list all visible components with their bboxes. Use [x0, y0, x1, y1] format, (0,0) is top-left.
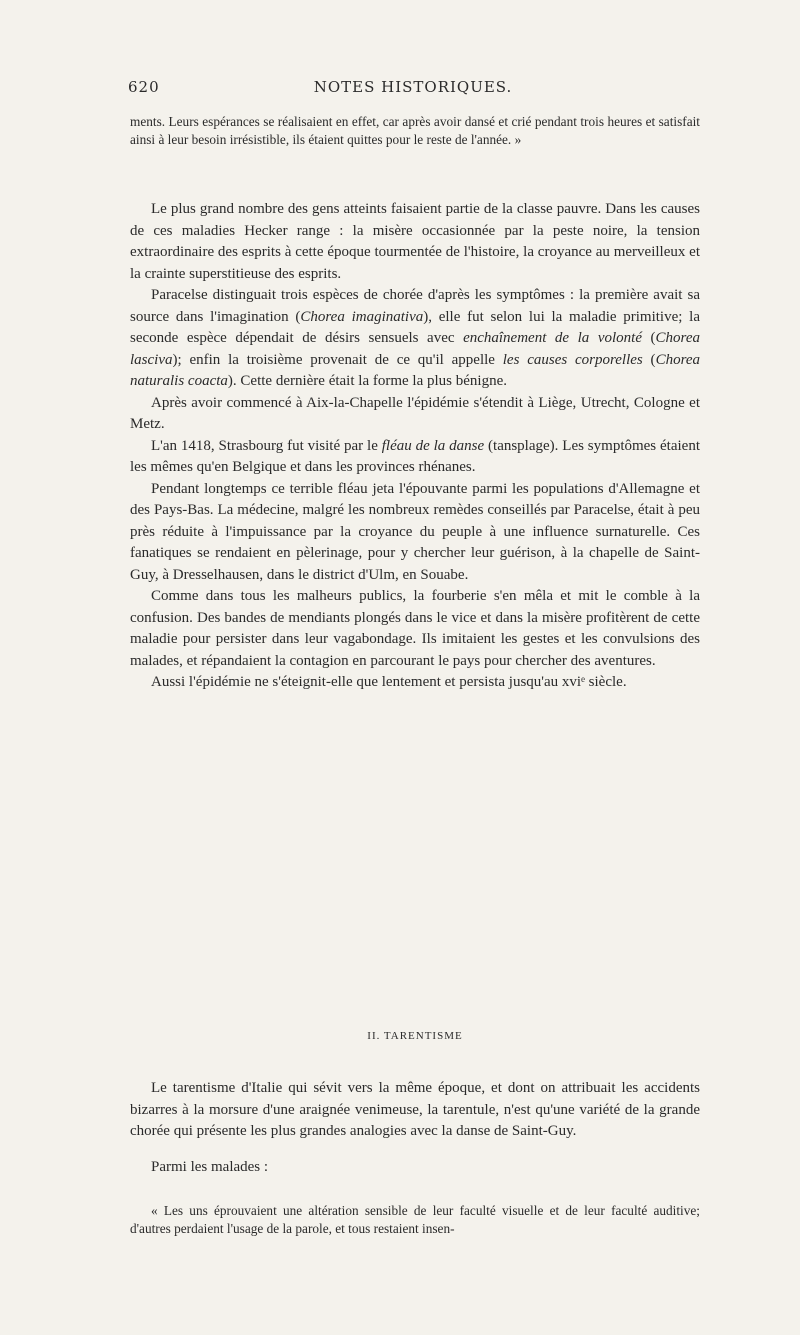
running-title: NOTES HISTORIQUES. [313, 78, 513, 96]
paragraph-fourberie: Comme dans tous les malheurs publics, la fourberie s'en mêla et mit le comble à la confusion. Des bandes de mendiants plongés dans le vice et dans la misère profitèrent de cette maladie pour persister dans leur vagabondage. Ils imitaient les gestes et les convulsions des malades, et répandaient la contagion en parcourant le pays pour chercher des aventures. [130, 588, 700, 669]
continuation-text [130, 113, 700, 148]
running-header [128, 78, 698, 98]
paragraph-spread: Après avoir commencé à Aix-la-Chapelle l'épidémie s'étendit à Liège, Utrecht, Cologne et Metz. [130, 394, 700, 432]
paragraph-tarentisme: Le tarentisme d'Italie qui sévit vers la même époque, et dont on attribuait les accidents bizarres à la morsure d'une araignée venimeuse, la tarentule, n'est qu'une variété de la grande chorée qui présente les plus grandes analogies avec la danse de Saint-Guy. [130, 1080, 700, 1139]
continuation-paragraph: ments. Leurs espérances se réalisaient en effet, car après avoir dansé et crié pendant trois heures et satisfait ainsi à leur besoin irrésistible, ils étaient quittes pour le reste de l'année. » [130, 114, 700, 147]
paragraph-malades: Parmi les malades : [151, 1158, 269, 1175]
page-number: 620 [128, 78, 160, 96]
paragraph-epouvante: Pendant longtemps ce terrible fléau jeta l'épouvante parmi les populations d'Allemagne et des Pays-Bas. La médecine, malgré les nombreux remèdes conseillés par Paracelse, était à peu près réduite à l'impuissance par la croyance du peuple à une influence surnaturelle. Ces fanatiques se rendaient en pèlerinage, pour y chercher leur guérison, à la chapelle de Saint-Guy, à Dresselhausen, dans le district d'Ulm, en Souabe. [130, 480, 700, 583]
main-text [130, 199, 700, 694]
paragraph-strasbourg: L'an 1418, Strasbourg fut visité par le fléau de la danse (tansplage). Les symptômes étaient les mêmes qu'en Belgique et dans les provinces rhénanes. [130, 437, 700, 475]
paragraph-causes: Le plus grand nombre des gens atteints faisaient partie de la classe pauvre. Dans les causes de ces maladies Hecker range : la misère occasionnée par la peste noire, la tension extraordinaire des esprits à cette époque tourmentée de l'histoire, la croyance au merveilleux et la crainte superstitieuse des esprits. [130, 201, 700, 282]
paragraph-paracelse: Paracelse distinguait trois espèces de chorée d'après les symptômes : la première avait sa source dans l'imagination (Chorea imaginativa), elle fut selon lui la maladie primitive; la seconde espèce dépendait de désirs sensuels avec enchaînement de la volonté (Chorea lasciva); enfin la troisième provenait de ce qu'il appelle les causes corporelles (Chorea naturalis coacta). Cette dernière était la forme la plus bénigne. [130, 287, 701, 389]
section-text [130, 1078, 700, 1178]
paragraph-conclusion: Aussi l'épidémie ne s'éteignit-elle que lentement et persista jusqu'au xviᵉ siècle. [151, 674, 627, 690]
section-heading: II. TARENTISME [367, 1030, 463, 1042]
quote-text [130, 1202, 700, 1237]
quote-paragraph: « Les uns éprouvaient une altération sensible de leur faculté visuelle et de leur faculté auditive; d'autres perdaient l'usage de la parole, et tous restaient insen- [130, 1203, 700, 1236]
